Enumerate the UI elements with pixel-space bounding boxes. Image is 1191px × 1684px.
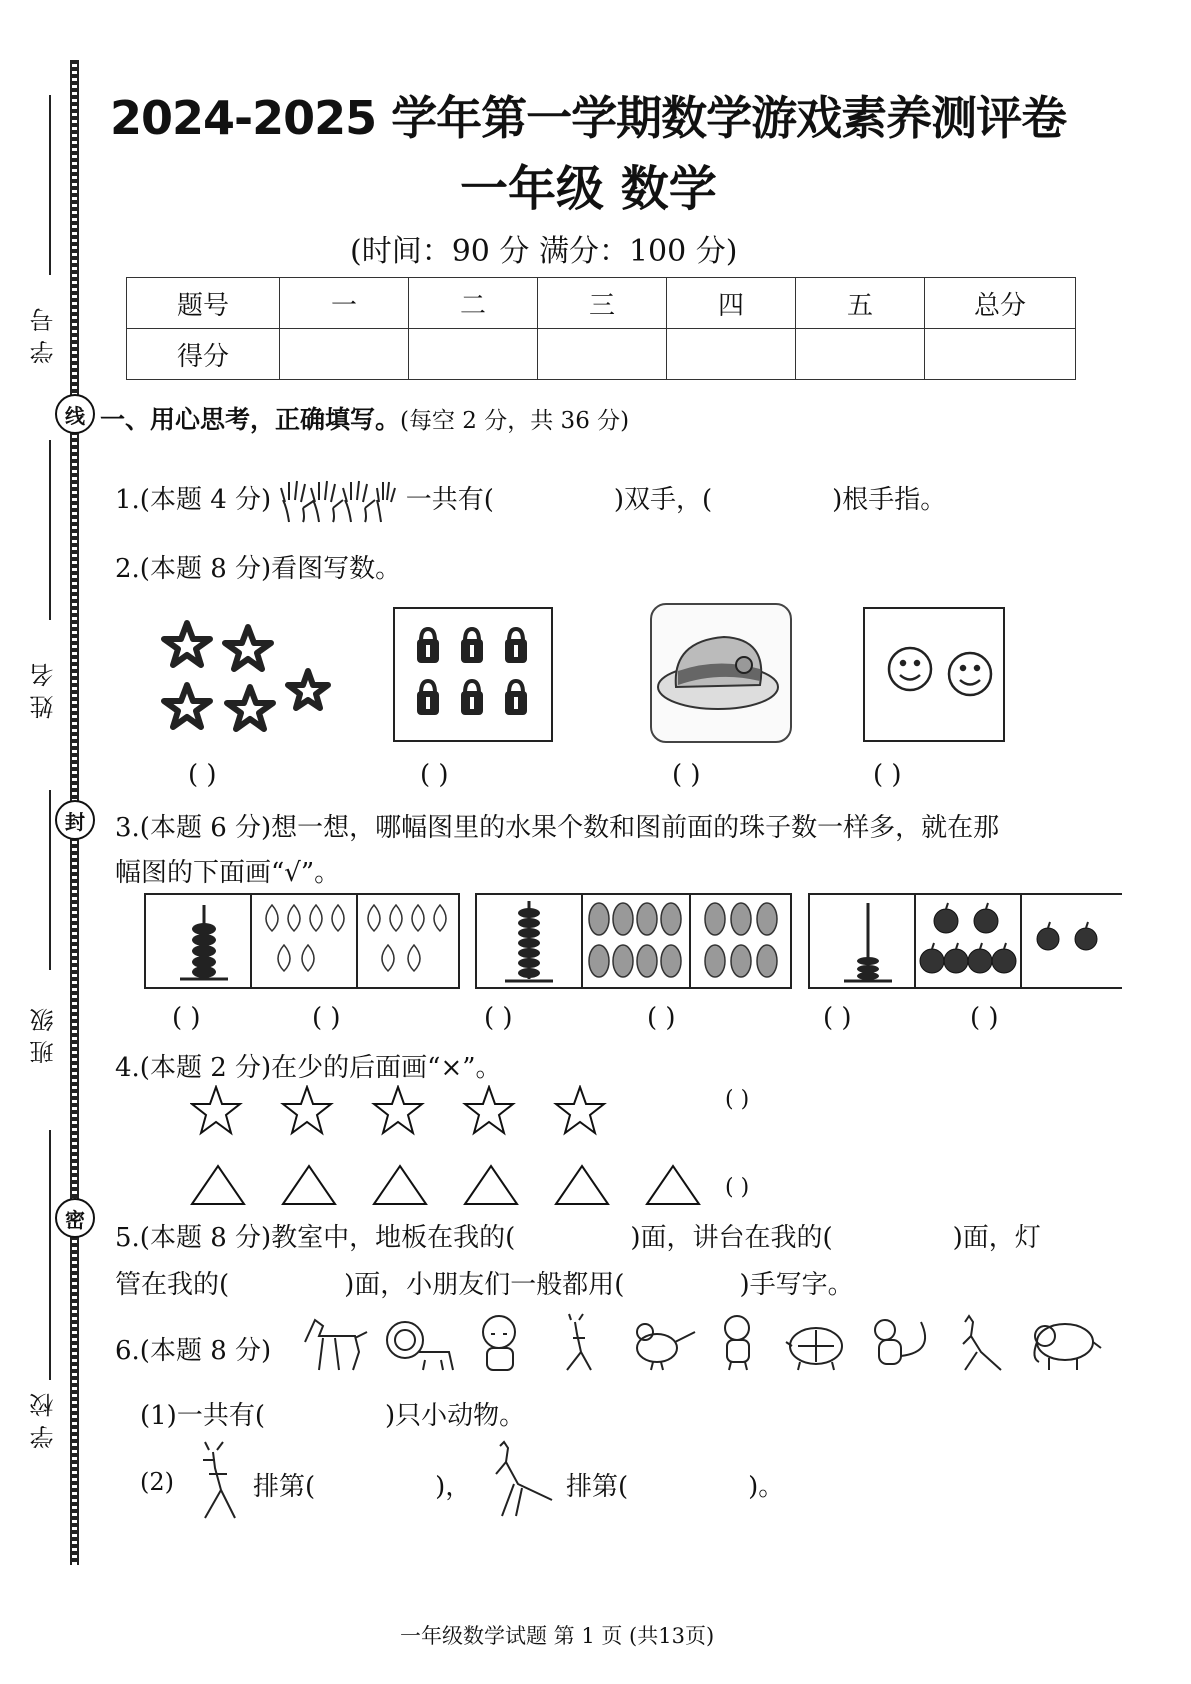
question-3-line1: 3.(本题 6 分)想一想，哪幅图里的水果个数和图前面的珠子数一样多，就在那	[115, 813, 1000, 843]
q6-sub1	[140, 1395, 525, 1432]
q5-text: )面，讲台在我的(	[630, 1223, 833, 1253]
question-6-prefix: 6.(本题 8 分)	[115, 1336, 272, 1366]
question-1	[115, 478, 946, 524]
name-line	[49, 440, 51, 620]
abacus-7-beads	[477, 895, 583, 987]
smileys-picture	[863, 607, 1005, 742]
q3-answer-4[interactable]: ( )	[647, 1003, 676, 1033]
q6-sub2-text: )。	[748, 1472, 785, 1502]
score-table-cell: 题号	[127, 278, 280, 329]
student-id-line	[49, 95, 51, 275]
q6-sub2-text: )，	[435, 1472, 472, 1502]
horse-icon	[305, 1320, 367, 1370]
class-line	[49, 790, 51, 970]
q3-answer-2[interactable]: ( )	[312, 1003, 341, 1033]
q3-group-1	[144, 893, 460, 989]
score-table-header-row	[127, 278, 1076, 329]
question-2	[115, 548, 401, 585]
kangaroo-icon	[963, 1316, 1001, 1370]
question-3-line2: 幅图的下面画“√”。	[115, 858, 341, 888]
student-id-label: 学号	[30, 300, 58, 364]
q5-text: )手写字。	[739, 1270, 854, 1300]
elephant-icon	[1034, 1324, 1101, 1370]
score-table-cell: 得分	[127, 329, 280, 380]
score-table-cell: 二	[409, 278, 538, 329]
q1-text-a: 一共有(	[405, 485, 494, 515]
q1-text-c: )根手指。	[832, 485, 947, 515]
abacus-5-beads	[146, 895, 252, 987]
bird-icon	[637, 1324, 695, 1370]
q2-answer-3[interactable]: ( )	[672, 760, 701, 790]
score-table-cell: 一	[280, 278, 409, 329]
locks-picture	[393, 607, 553, 742]
squirrel-icon	[875, 1320, 925, 1364]
q6-sub2-part2	[566, 1466, 784, 1503]
tiger-icon	[483, 1316, 515, 1370]
score-field[interactable]	[409, 329, 538, 380]
deer-icon	[567, 1314, 591, 1370]
lion-icon	[387, 1322, 453, 1370]
pears-8	[583, 895, 691, 987]
class-label: 班级	[30, 1000, 58, 1064]
q2-answer-1[interactable]: ( )	[188, 760, 217, 790]
question-5-line1	[115, 1217, 1041, 1254]
binding-mark-xian: 线	[55, 394, 95, 434]
bear-icon	[725, 1316, 749, 1370]
page-subtitle: 一年级 数学	[460, 161, 717, 217]
score-field[interactable]	[796, 329, 925, 380]
time-info: (时间：90 分 满分：100 分)	[350, 234, 738, 269]
score-table	[126, 277, 1076, 380]
peaches-6	[358, 895, 462, 987]
q4-answer-triangles[interactable]: ( )	[725, 1175, 750, 1200]
score-field[interactable]	[538, 329, 667, 380]
score-table-cell: 总分	[925, 278, 1076, 329]
question-4: 4.(本题 2 分)在少的后面画“×”。	[115, 1053, 502, 1083]
abacus-3-beads	[810, 895, 916, 987]
q4-answer-stars[interactable]: ( )	[725, 1087, 750, 1112]
score-table-cell: 五	[796, 278, 925, 329]
name-label: 姓名	[30, 655, 58, 719]
q3-answer-6[interactable]: ( )	[970, 1003, 999, 1033]
page-footer: 一年级数学试题 第 1 页 (共13页)	[400, 1624, 715, 1648]
question-5-line2	[115, 1264, 854, 1301]
section-title: 一、用心思考，正确填写。	[100, 405, 401, 434]
deer-icon	[185, 1440, 245, 1520]
q3-answer-3[interactable]: ( )	[484, 1003, 513, 1033]
q4-triangles-row	[190, 1162, 710, 1206]
section-note: (每空 2 分，共 36 分)	[400, 408, 630, 434]
score-table-cell: 三	[538, 278, 667, 329]
q2-text: 看图写数。	[271, 554, 402, 584]
q5-text: 管在我的(	[115, 1270, 230, 1300]
q6-sub2-label: (2)	[140, 1468, 174, 1496]
q5-text: 5.(本题 8 分)教室中，地板在我的(	[115, 1223, 516, 1253]
score-field[interactable]	[280, 329, 409, 380]
hat-picture	[650, 603, 792, 743]
score-field[interactable]	[925, 329, 1076, 380]
apples-3	[1022, 895, 1126, 987]
peaches-5	[252, 895, 358, 987]
turtle-icon	[786, 1328, 842, 1370]
section-heading	[100, 400, 629, 436]
binding-mark-feng: 封	[55, 800, 95, 840]
q5-text: )面，灯	[952, 1223, 1041, 1253]
q3-answer-1[interactable]: ( )	[172, 1003, 201, 1033]
apples-6	[916, 895, 1022, 987]
score-table-score-row	[127, 329, 1076, 380]
score-table-cell: 四	[667, 278, 796, 329]
q6-sub2-text: 排第(	[566, 1472, 629, 1502]
q6-sub1-text: )只小动物。	[384, 1401, 526, 1431]
q4-stars-row	[190, 1085, 620, 1137]
q2-answer-4[interactable]: ( )	[873, 760, 902, 790]
pears-6	[691, 895, 795, 987]
school-label: 学校	[30, 1385, 58, 1449]
q2-answer-2[interactable]: ( )	[420, 760, 449, 790]
q3-answer-5[interactable]: ( )	[823, 1003, 852, 1033]
hands-icon	[279, 478, 397, 524]
q3-group-2	[475, 893, 792, 989]
q6-sub2-text: 排第(	[253, 1472, 316, 1502]
q1-prefix: 1.(本题 4 分)	[115, 485, 272, 515]
score-field[interactable]	[667, 329, 796, 380]
stars-picture	[160, 615, 340, 745]
animals-row	[295, 1312, 1125, 1374]
q3-group-3	[808, 893, 1122, 989]
q1-text-b: )双手，(	[613, 485, 713, 515]
q6-sub1-text: (1)一共有(	[140, 1401, 265, 1431]
school-line	[49, 1130, 51, 1380]
page-title: 2024-2025 学年第一学期数学游戏素养测评卷	[110, 91, 1067, 145]
kangaroo-icon	[478, 1440, 558, 1520]
q2-prefix: 2.(本题 8 分)	[115, 554, 272, 584]
q5-text: )面，小朋友们一般都用(	[344, 1270, 625, 1300]
q6-sub2-part1	[253, 1466, 471, 1503]
binding-mark-mi: 密	[55, 1198, 95, 1238]
